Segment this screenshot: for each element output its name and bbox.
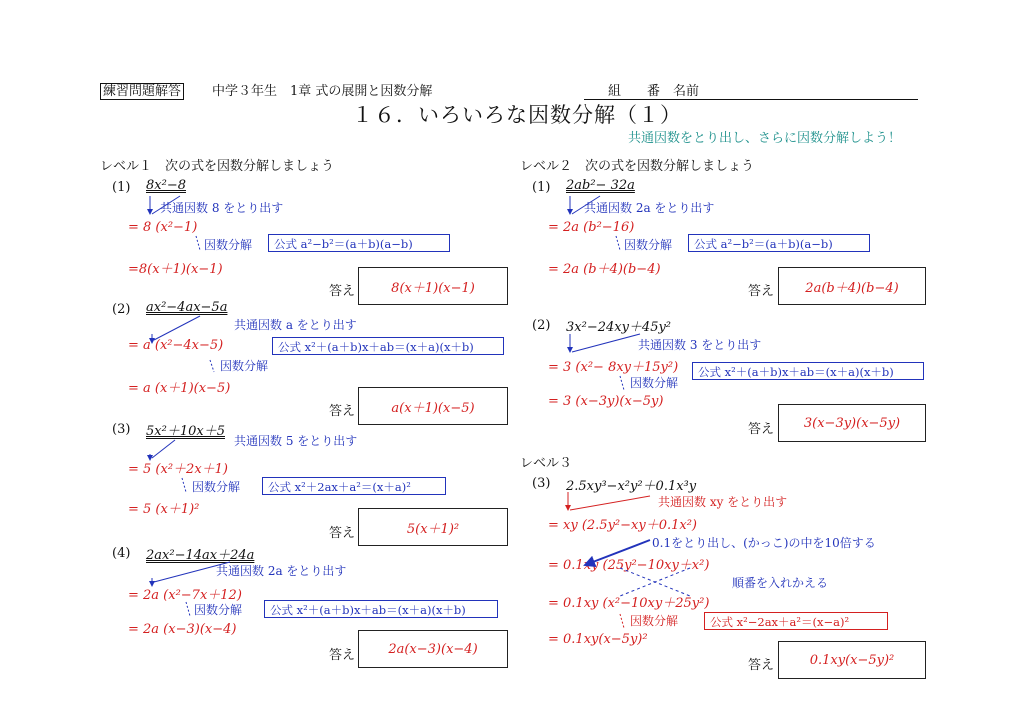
page-subtitle: 共通因数をとり出し、さらに因数分解しよう！ xyxy=(628,131,902,146)
page-title: １６．いろいろな因数分解（１） xyxy=(352,103,682,127)
step-extract: = 8 (x²−1) xyxy=(128,220,198,235)
answer-box: 2a(x−3)(x−4) xyxy=(358,630,508,668)
problem-expression: 2.5xy³−x²y²＋0.1x³y xyxy=(566,479,697,494)
step-extract: = a (x²−4x−5) xyxy=(128,338,224,353)
worksheet-tag: 練習問題解答 xyxy=(100,80,184,99)
problem-expression: 2ab²− 32a xyxy=(566,178,635,193)
level3-heading: レベル３ xyxy=(520,456,573,471)
name-field: 組 番 名前 xyxy=(584,80,918,100)
answer-box: 8(x＋1)(x−1) xyxy=(358,267,508,305)
formula-box: 公式 x²＋(a＋b)x＋ab＝(x＋a)(x＋b) xyxy=(264,600,498,618)
common-factor-note: 共通因数 xy をとり出す xyxy=(658,495,788,509)
formula-box: 公式 x²＋(a＋b)x＋ab＝(x＋a)(x＋b) xyxy=(272,337,504,355)
answer-label: 答え xyxy=(748,284,775,299)
answer-box: 3(x−3y)(x−5y) xyxy=(778,404,926,442)
problem-number: (3) xyxy=(112,422,131,437)
step-factored: = 2a (b＋4)(b−4) xyxy=(548,262,661,277)
step-factored: = 3 (x−3y)(x−5y) xyxy=(548,394,664,409)
right-heading: レベル２ 次の式を因数分解しましょう xyxy=(520,159,755,174)
problem-number: (4) xyxy=(112,546,131,561)
answer-box: a(x＋1)(x−5) xyxy=(358,387,508,425)
problem-expression: 3x²−24xy＋45y² xyxy=(566,320,672,335)
answer-label: 答え xyxy=(748,422,775,437)
problem-expression: 5x²＋10x＋5 xyxy=(146,424,225,439)
formula-box: 公式 a²−b²＝(a＋b)(a−b) xyxy=(688,234,870,252)
step-factored: =8(x＋1)(x−1) xyxy=(128,262,223,277)
formula-box: 公式 a²−b²＝(a＋b)(a−b) xyxy=(268,234,450,252)
step-factored: = 5 (x＋1)² xyxy=(128,502,200,517)
answer-box: 2a(b＋4)(b−4) xyxy=(778,267,926,305)
common-factor-note: 共通因数 a をとり出す xyxy=(234,318,357,332)
factor-note: 因数分解 xyxy=(630,376,679,390)
common-factor-note: 共通因数 2a をとり出す xyxy=(584,201,715,215)
step-reordered: = 0.1xy (x²−10xy＋25y²) xyxy=(548,596,710,611)
answer-label: 答え xyxy=(329,526,356,541)
problem-number: (1) xyxy=(112,180,131,195)
answer-label: 答え xyxy=(748,658,775,673)
common-factor-note: 共通因数 5 をとり出す xyxy=(234,434,358,448)
common-factor-note: 共通因数 3 をとり出す xyxy=(638,338,762,352)
answer-label: 答え xyxy=(329,404,356,419)
formula-box: 公式 x²＋(a＋b)x＋ab＝(x＋a)(x＋b) xyxy=(692,362,924,380)
course-label: 中学３年生 1章 式の展開と因数分解 xyxy=(212,84,433,99)
problem-expression: 8x²−8 xyxy=(146,178,186,193)
common-factor-note: 共通因数 8 をとり出す xyxy=(160,201,284,215)
problem-expression: ax²−4ax−5a xyxy=(146,300,228,315)
step-factored: = 0.1xy(x−5y)² xyxy=(548,632,648,647)
factor-note: 因数分解 xyxy=(192,480,241,494)
step-extract: = 2a (b²−16) xyxy=(548,220,635,235)
answer-box: 5(x＋1)² xyxy=(358,508,508,546)
problem-expression: 2ax²−14ax＋24a xyxy=(146,548,255,563)
factor-note: 因数分解 xyxy=(194,603,243,617)
factor-note: 因数分解 xyxy=(220,359,269,373)
step-extract: = 5 (x²＋2x＋1) xyxy=(128,462,228,477)
step-times10: = 0.1xy (25y²−10xy＋x²) xyxy=(548,558,710,573)
reorder-note: 順番を入れかえる xyxy=(732,576,829,590)
factor-note: 因数分解 xyxy=(204,238,253,252)
step-extract: = xy (2.5y²−xy＋0.1x²) xyxy=(548,518,697,533)
step-factored: = a (x＋1)(x−5) xyxy=(128,381,231,396)
factor-note: 因数分解 xyxy=(624,238,673,252)
problem-number: (3) xyxy=(532,476,551,491)
answer-box: 0.1xy(x−5y)² xyxy=(778,641,926,679)
problem-number: (2) xyxy=(112,302,131,317)
multiply-note: 0.1をとり出し、(かっこ)の中を10倍する xyxy=(652,536,876,550)
problem-number: (2) xyxy=(532,318,551,333)
answer-label: 答え xyxy=(329,648,356,663)
formula-box: 公式 x²＋2ax＋a²＝(x＋a)² xyxy=(262,477,446,495)
step-extract: = 3 (x²− 8xy＋15y²) xyxy=(548,360,679,375)
formula-box: 公式 x²−2ax＋a²＝(x−a)² xyxy=(704,612,888,630)
step-extract: = 2a (x²−7x＋12) xyxy=(128,588,242,603)
factor-note: 因数分解 xyxy=(630,614,679,628)
problem-number: (1) xyxy=(532,180,551,195)
step-factored: = 2a (x−3)(x−4) xyxy=(128,622,237,637)
common-factor-note: 共通因数 2a をとり出す xyxy=(216,564,347,578)
answer-label: 答え xyxy=(329,284,356,299)
left-heading: レベル１ 次の式を因数分解しましょう xyxy=(100,159,335,174)
